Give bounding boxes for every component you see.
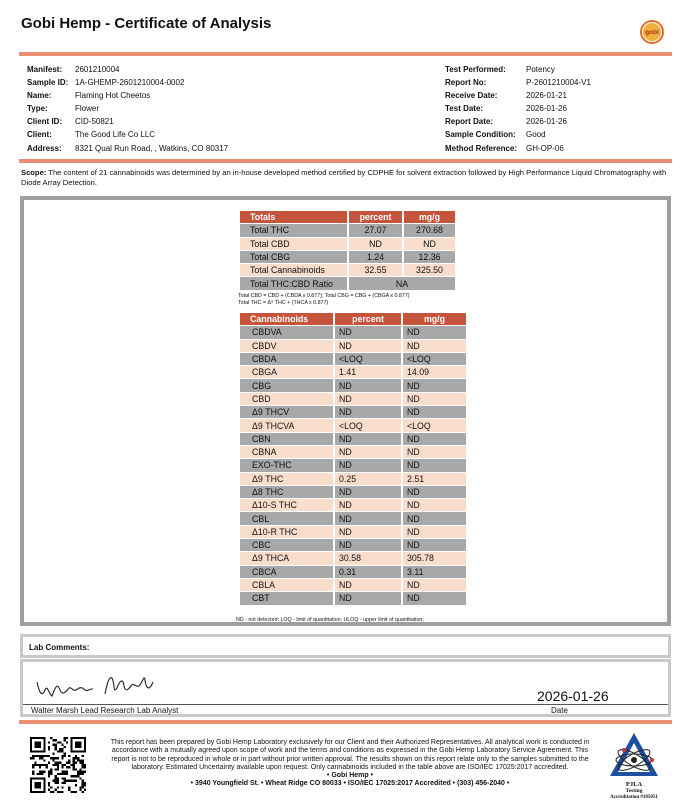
info-key: Client ID:: [27, 117, 63, 127]
analyte-name: CBDA: [240, 353, 333, 365]
column-header: Totals: [240, 211, 347, 223]
mg-per-g-value: ND: [403, 499, 466, 511]
table-row: [240, 592, 466, 604]
mg-per-g-value: 3.11: [403, 566, 466, 578]
percent-value: <LOQ: [335, 353, 401, 365]
mg-per-g-value: ND: [403, 446, 466, 458]
percent-value: ND: [335, 446, 401, 458]
info-row: [445, 76, 591, 89]
scope-body: The content of 21 cannabinoids was determined by an in-house developed method certified by CDPHE for solvent extraction followed by High Performance Liquid Chromatography with Diode Array Detection.: [21, 168, 667, 187]
percent-value: ND: [335, 579, 401, 591]
info-row: [27, 115, 228, 128]
info-key: Report No:: [445, 78, 487, 88]
percent-value: ND: [335, 512, 401, 524]
percent-value: 32.55: [349, 264, 402, 276]
analyte-name: CBLA: [240, 579, 333, 591]
scope-label: Scope:: [21, 168, 47, 177]
analyte-name: CBGA: [240, 366, 333, 378]
percent-value: ND: [335, 459, 401, 471]
divider: [19, 159, 672, 163]
column-header: percent: [335, 313, 401, 325]
info-row: [27, 102, 228, 115]
mg-per-g-value: ND: [403, 539, 466, 551]
disclaimer-text: This report has been prepared by Gobi Hemp Laboratory exclusively for our Client and their Authorized Representatives. All analytical work is conducted in accordance with a mutually agreed upon scope of work and the terms and conditions as expressed in the Gobi Hemp Laboratory Service Agreement. This report is not to be reproduced in whole or in part without prior written approval. The results shown on this report relate only to the samples submitted to the laboratory. Estimated Uncertainty available upon request. Only cannabinoids included in the table above are ISO/IEC 17025:2017 accredited.: [110, 739, 590, 771]
mg-per-g-value: ND: [403, 406, 466, 418]
analyte-name: CBN: [240, 433, 333, 445]
sample-info: [27, 63, 228, 155]
column-header: mg/g: [404, 211, 455, 223]
info-key: Client:: [27, 130, 52, 140]
pjla-subtitle: Testing: [625, 788, 643, 794]
results-panel: [20, 196, 671, 626]
table-row: [240, 340, 466, 352]
info-key: Method Reference:: [445, 143, 518, 153]
percent-value: ND: [335, 393, 401, 405]
analyte-name: CBDVA: [240, 326, 333, 338]
info-row: [445, 89, 591, 102]
qr-code-icon[interactable]: [30, 737, 86, 793]
mg-per-g-value: ND: [403, 326, 466, 338]
column-header: percent: [349, 211, 402, 223]
info-key: Manifest:: [27, 65, 63, 74]
mg-per-g-value: 12.36: [404, 251, 455, 263]
info-value: 2026-01-21: [526, 91, 567, 101]
analyte-name: CBDV: [240, 340, 333, 352]
info-row: [27, 128, 228, 141]
analyte-name: Δ8 THC: [240, 486, 333, 498]
info-value: Flaming Hot Cheetos: [75, 91, 151, 101]
abbreviation-legend: ND - not detected; LOQ - limit of quantitation; ULOQ - upper limit of quantitation;: [236, 617, 424, 623]
info-row: [445, 142, 591, 155]
percent-value: 0.25: [335, 473, 401, 485]
table-row: [240, 473, 466, 485]
info-row: [445, 102, 591, 115]
percent-value: 0.31: [335, 566, 401, 578]
analyst-signature: [33, 668, 173, 702]
percent-value: ND: [335, 526, 401, 538]
table-row: [240, 512, 466, 524]
analyst-name: Walter Marsh Lead Research Lab Analyst: [31, 706, 179, 715]
table-row: [240, 539, 466, 551]
info-value: Good: [526, 130, 546, 140]
table-row: [240, 526, 466, 538]
mg-per-g-value: ND: [403, 379, 466, 391]
company-address: • 3940 Youngfield St. • Wheat Ridge CO 80033 • ISO/IEC 17025:2017 Accredited • (303) 456-2040 •: [190, 780, 510, 788]
info-row: [445, 128, 591, 141]
analyte-name: CBL: [240, 512, 333, 524]
analyte-name: Total CBG: [240, 251, 347, 263]
mg-per-g-value: 325.50: [404, 264, 455, 276]
column-header: Cannabinoids: [240, 313, 333, 325]
pjla-accreditation-logo: [598, 730, 670, 808]
table-row: [240, 433, 466, 445]
info-value: CID-50821: [75, 117, 114, 127]
table-row: [240, 566, 466, 578]
percent-value: <LOQ: [335, 419, 401, 431]
info-row: [445, 63, 591, 76]
analyte-name: Total THC: [240, 224, 347, 236]
company-name: • Gobi Hemp •: [326, 772, 374, 780]
analyte-name: Total Cannabinoids: [240, 264, 347, 276]
info-key: Sample Condition:: [445, 130, 516, 140]
date-label: Date: [551, 706, 568, 715]
analyte-name: CBT: [240, 592, 333, 604]
info-value: 2026-01-26: [526, 117, 567, 127]
analyte-name: Δ9 THCVA: [240, 419, 333, 431]
percent-value: ND: [335, 340, 401, 352]
column-header: mg/g: [403, 313, 466, 325]
gobi-hemp-logo: [640, 20, 664, 44]
table-row: [240, 406, 466, 418]
info-row: [27, 89, 228, 102]
info-row: [27, 142, 228, 155]
ratio-label: Total THC:CBD Ratio: [240, 277, 347, 289]
analyte-name: CBNA: [240, 446, 333, 458]
mg-per-g-value: ND: [403, 393, 466, 405]
percent-value: 30.58: [335, 552, 401, 564]
info-row: [27, 63, 228, 76]
analyte-name: Δ10-R THC: [240, 526, 333, 538]
table-row: [240, 251, 455, 263]
mg-per-g-value: ND: [403, 526, 466, 538]
info-value: GH-OP-06: [526, 143, 564, 153]
percent-value: ND: [335, 539, 401, 551]
mg-per-g-value: ND: [403, 579, 466, 591]
divider: [19, 720, 672, 724]
table-row: [240, 446, 466, 458]
table-row: [240, 353, 466, 365]
analyte-name: CBCA: [240, 566, 333, 578]
analyte-name: Δ9 THCV: [240, 406, 333, 418]
table-row: [240, 264, 455, 276]
pjla-title: PJLA: [625, 781, 643, 788]
info-value: Potency: [526, 65, 555, 74]
mg-per-g-value: 305.78: [403, 552, 466, 564]
analyte-name: CBG: [240, 379, 333, 391]
ratio-row: [240, 277, 455, 289]
analyte-name: Δ9 THC: [240, 473, 333, 485]
info-value: P-2601210004-V1: [526, 78, 591, 88]
table-row: [240, 579, 466, 591]
info-row: [445, 115, 591, 128]
info-value: The Good Life Co LLC: [75, 130, 156, 140]
table-row: [240, 419, 466, 431]
analyte-name: CBC: [240, 539, 333, 551]
table-row: [240, 552, 466, 564]
info-value: 8321 Qual Run Road, , Watkins, CO 80317: [75, 143, 229, 153]
analyte-name: CBD: [240, 393, 333, 405]
pjla-number: Accreditation #105051: [610, 795, 658, 800]
totals-formula-note: Total CBD = CBD + (CBDA x 0.877); Total CBG = CBG + (CBGA x 0.877): [238, 293, 410, 299]
table-row: [240, 459, 466, 471]
percent-value: ND: [335, 499, 401, 511]
table-row: [240, 224, 455, 236]
mg-per-g-value: ND: [403, 459, 466, 471]
percent-value: ND: [335, 406, 401, 418]
mg-per-g-value: <LOQ: [403, 419, 466, 431]
percent-value: 1.24: [349, 251, 402, 263]
page-title: Gobi Hemp - Certificate of Analysis: [21, 15, 272, 32]
footer-disclaimer: [110, 739, 590, 789]
table-row: [240, 393, 466, 405]
pjla-atom-icon: [598, 730, 670, 782]
test-info: [445, 63, 591, 155]
analyte-name: EXO-THC: [240, 459, 333, 471]
info-key: Test Performed:: [445, 65, 506, 74]
mg-per-g-value: 2.51: [403, 473, 466, 485]
mg-per-g-value: 270.68: [404, 224, 455, 236]
info-key: Address:: [27, 143, 62, 153]
table-row: [240, 326, 466, 338]
info-key: Sample ID:: [27, 78, 69, 88]
signature-date: 2026-01-26: [537, 688, 609, 704]
lab-comments-label: Lab Comments:: [29, 643, 90, 652]
percent-value: 27.07: [349, 224, 402, 236]
ratio-value: NA: [349, 277, 455, 289]
info-value: 1A-GHEMP-2601210004-0002: [75, 78, 185, 88]
percent-value: ND: [335, 379, 401, 391]
table-row: [240, 366, 466, 378]
logo-text: gobi: [643, 23, 661, 41]
mg-per-g-value: ND: [404, 238, 455, 250]
mg-per-g-value: ND: [403, 340, 466, 352]
mg-per-g-value: 14.09: [403, 366, 466, 378]
mg-per-g-value: ND: [403, 486, 466, 498]
analyte-name: Δ10-S THC: [240, 499, 333, 511]
totals-table: [238, 210, 457, 291]
mg-per-g-value: ND: [403, 433, 466, 445]
info-key: Report Date:: [445, 117, 494, 127]
info-row: [27, 76, 228, 89]
lab-comments-box: [20, 634, 671, 658]
signature-box: [20, 659, 671, 717]
info-value: Flower: [75, 104, 100, 114]
info-value: 2026-01-26: [526, 104, 567, 114]
mg-per-g-value: ND: [403, 592, 466, 604]
table-row: [240, 238, 455, 250]
percent-value: 1.41: [335, 366, 401, 378]
percent-value: ND: [349, 238, 402, 250]
info-key: Name:: [27, 91, 52, 101]
percent-value: ND: [335, 592, 401, 604]
info-key: Receive Date:: [445, 91, 498, 101]
table-row: [240, 499, 466, 511]
info-value: 2601210004: [75, 65, 120, 74]
info-key: Type:: [27, 104, 48, 114]
mg-per-g-value: <LOQ: [403, 353, 466, 365]
percent-value: ND: [335, 433, 401, 445]
cannabinoids-table: [238, 312, 468, 606]
signature-line: [23, 704, 668, 705]
table-row: [240, 379, 466, 391]
table-row: [240, 486, 466, 498]
mg-per-g-value: ND: [403, 512, 466, 524]
totals-formula-note: Total THC = Δ⁹ THC + (THCA x 0.877): [238, 300, 329, 306]
scope-text: [21, 168, 671, 187]
analyte-name: Total CBD: [240, 238, 347, 250]
analyte-name: Δ9 THCA: [240, 552, 333, 564]
percent-value: ND: [335, 326, 401, 338]
percent-value: ND: [335, 486, 401, 498]
divider: [19, 52, 672, 56]
info-key: Test Date:: [445, 104, 484, 114]
